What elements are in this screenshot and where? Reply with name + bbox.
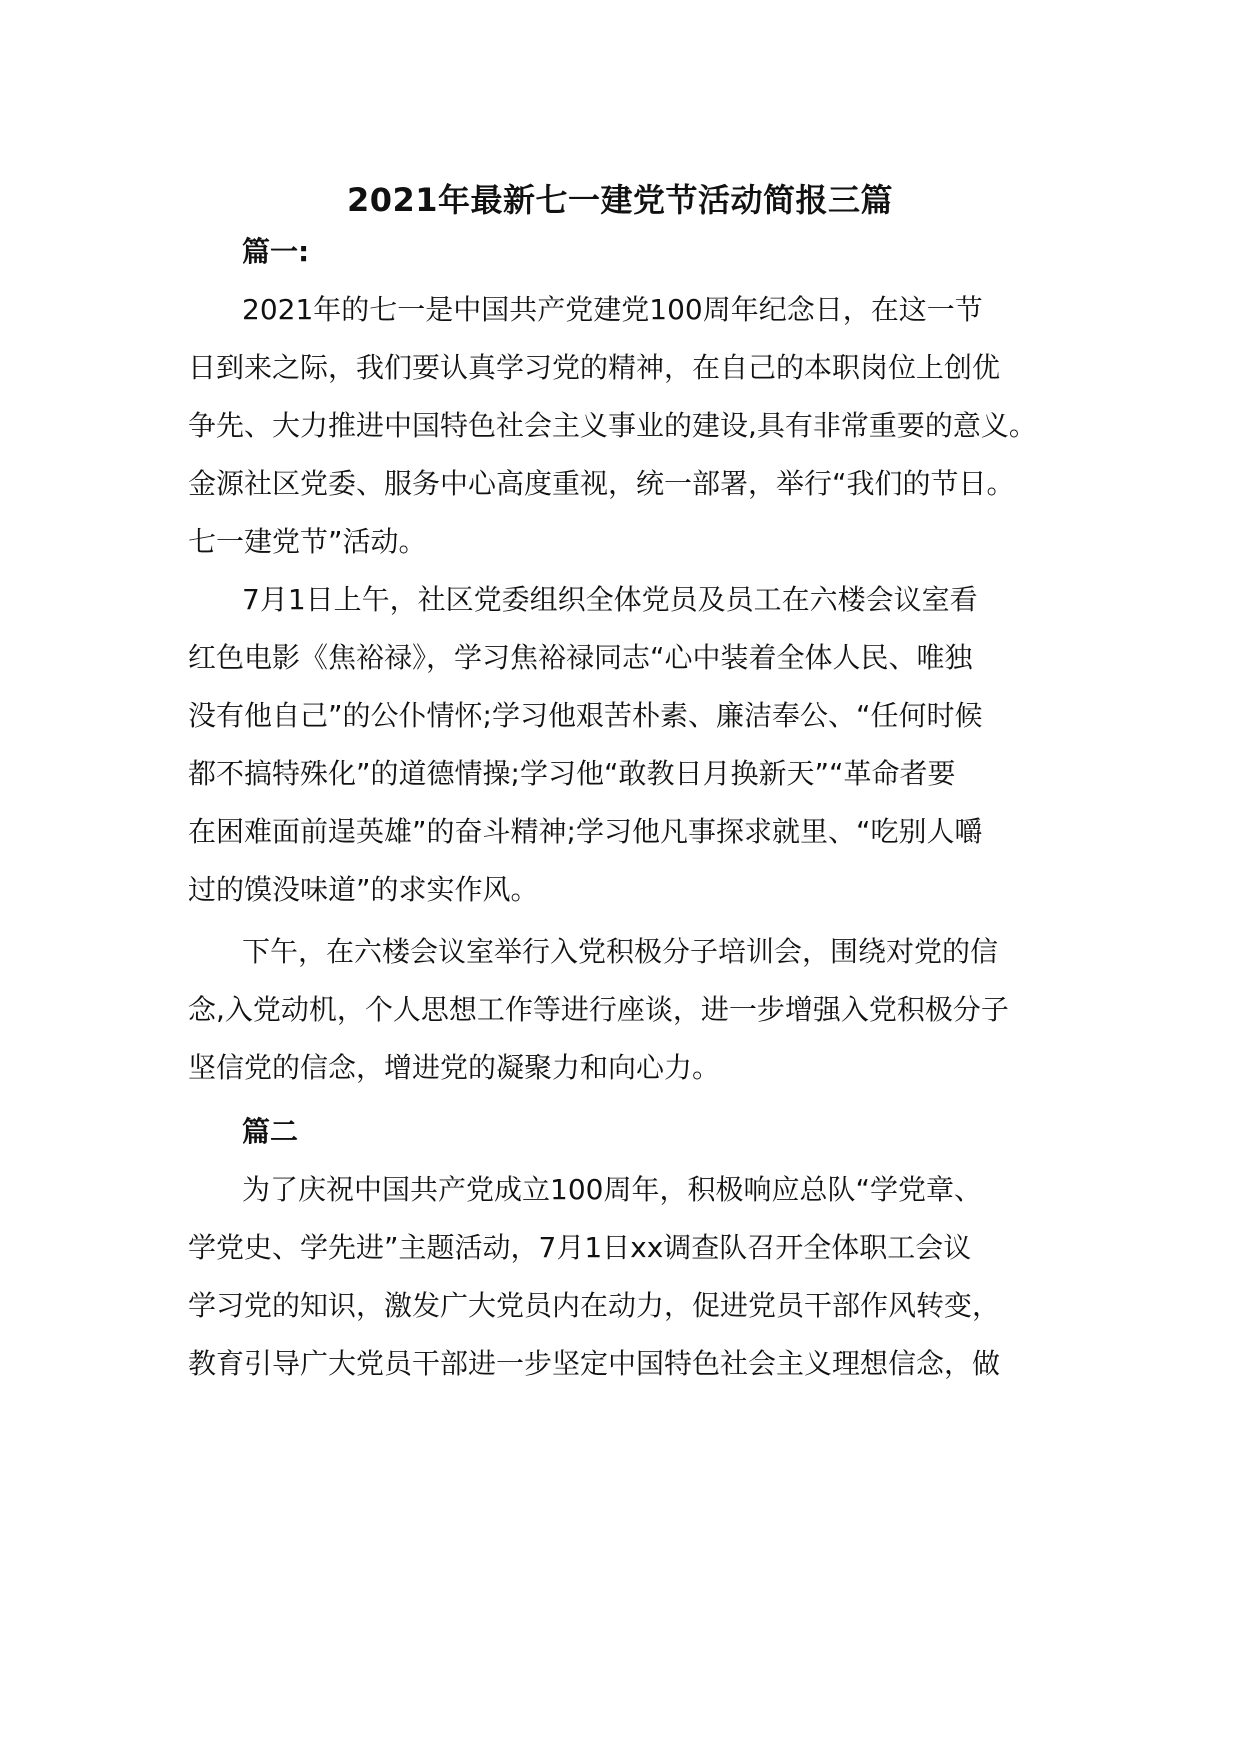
paragraph-line: 过的馍没味道”的求实作风。: [188, 873, 539, 906]
section-heading-2: 篇二: [242, 1115, 299, 1148]
paragraph-line: 7月1日上午，社区党委组织全体党员及员工在六楼会议室看: [242, 583, 978, 616]
document-title: 2021年最新七一建党节活动简报三篇: [346, 181, 894, 219]
paragraph-line: 金源社区党委、服务中心高度重视，统一部署，举行“我们的节日。: [188, 467, 1015, 500]
paragraph-line: 教育引导广大党员干部进一步坚定中国特色社会主义理想信念，做: [188, 1347, 1001, 1380]
paragraph-line: 都不搞特殊化”的道德情操;学习他“敢教日月换新天”“革命者要: [188, 757, 956, 790]
paragraph-line: 2021年的七一是中国共产党建党100周年纪念日，在这一节: [242, 293, 983, 326]
paragraph-line: 学党史、学先进”主题活动，7月1日xx调查队召开全体职工会议: [188, 1231, 972, 1264]
paragraph-line: 坚信党的信念，增进党的凝聚力和向心力。: [188, 1051, 721, 1084]
section-heading-1: 篇一:: [242, 235, 310, 268]
paragraph-line: 为了庆祝中国共产党成立100周年，积极响应总队“学党章、: [242, 1173, 982, 1206]
paragraph-line: 七一建党节”活动。: [188, 525, 427, 558]
paragraph-line: 争先、大力推进中国特色社会主义事业的建设,具有非常重要的意义。: [188, 409, 1037, 442]
paragraph-line: 学习党的知识，激发广大党员内在动力，促进党员干部作风转变，: [188, 1289, 1001, 1322]
paragraph-line: 红色电影《焦裕禄》，学习焦裕禄同志“心中装着全体人民、唯独: [188, 641, 973, 674]
paragraph-line: 在困难面前逞英雄”的奋斗精神;学习他凡事探求就里、“吃别人嚼: [188, 815, 983, 848]
paragraph-line: 日到来之际，我们要认真学习党的精神，在自己的本职岗位上创优: [188, 351, 1001, 384]
paragraph-line: 下午，在六楼会议室举行入党积极分子培训会，围绕对党的信: [242, 935, 999, 968]
paragraph-line: 没有他自己”的公仆情怀;学习他艰苦朴素、廉洁奉公、“任何时候: [188, 699, 983, 732]
paragraph-line: 念,入党动机，个人思想工作等进行座谈，进一步增强入党积极分子: [188, 993, 1009, 1026]
